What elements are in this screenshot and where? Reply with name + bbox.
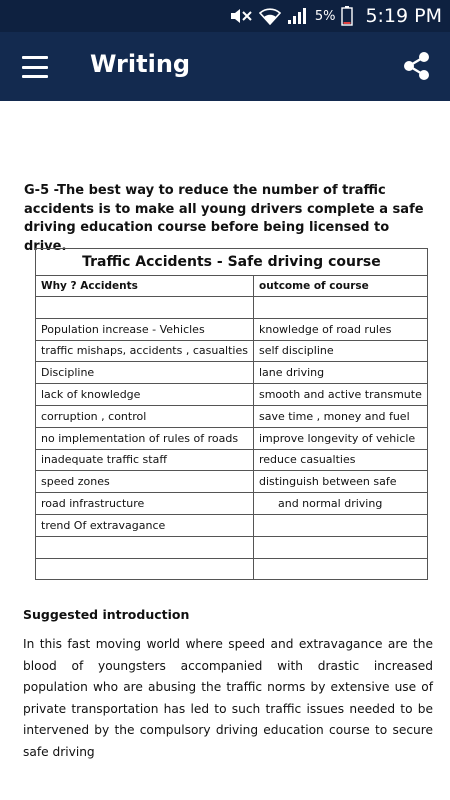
table-header-outcome: outcome of course: [253, 276, 427, 297]
table-cell: no implementation of rules of roads: [36, 427, 254, 449]
intro-heading: Suggested introduction: [23, 607, 190, 622]
battery-percent: 5%: [314, 8, 336, 24]
hamburger-menu-icon[interactable]: [16, 52, 54, 82]
intro-body: In this fast moving world where speed and extravagance are the blood of youngsters accompanied with drastic increased population who are abusing the traffic norms by extensive use of private transportation has led to such traffic issues needed to be intervened by the compulsory driving education course to secure safe driving: [23, 637, 433, 759]
table-row: [36, 493, 428, 515]
accidents-table: [35, 248, 422, 580]
table-row: [36, 318, 428, 340]
table-row: [36, 536, 428, 558]
table-cell: corruption , control: [36, 405, 254, 427]
table-cell: inadequate traffic staff: [36, 449, 254, 471]
table-cell: road infrastructure: [36, 493, 254, 515]
table-cell: lane driving: [253, 362, 427, 384]
table-row: [36, 384, 428, 406]
table-cell: speed zones: [36, 471, 254, 493]
table-row: [36, 558, 428, 580]
table-cell: knowledge of road rules: [253, 318, 427, 340]
table-cell: Discipline: [36, 362, 254, 384]
table-row: [36, 362, 428, 384]
table-cell: improve longevity of vehicle: [253, 427, 427, 449]
table-cell: save time , money and fuel: [253, 405, 427, 427]
table-row: [36, 340, 428, 362]
app-bar: [0, 32, 450, 101]
content-area[interactable]: [0, 101, 450, 800]
table-cell: Population increase - Vehicles: [36, 318, 254, 340]
table-cell: lack of knowledge: [36, 384, 254, 406]
table-cell: smooth and active transmute: [253, 384, 427, 406]
page-title: Writing: [90, 50, 191, 78]
table-cell: reduce casualties: [253, 449, 427, 471]
table-header-why: Why ? Accidents: [36, 276, 254, 297]
table-title: Traffic Accidents - Safe driving course: [36, 249, 428, 276]
battery-icon: [341, 6, 353, 26]
table-row: [36, 405, 428, 427]
wifi-icon: [259, 7, 281, 25]
table-cell: distinguish between safe: [253, 471, 427, 493]
signal-icon: [287, 7, 309, 25]
table-cell: [253, 558, 427, 580]
status-time: 5:19 PM: [365, 5, 442, 27]
share-icon[interactable]: [400, 50, 432, 82]
table-row: [36, 471, 428, 493]
table-row: [36, 514, 428, 536]
question-text: G-5 -The best way to reduce the number of traffic accidents is to make all young drivers complete a safe driving education course before being licensed to drive.: [24, 183, 424, 254]
table-cell: [253, 514, 427, 536]
table-row: [36, 449, 428, 471]
table-cell: self discipline: [253, 340, 427, 362]
status-icons: [229, 0, 442, 32]
table-cell: [253, 536, 427, 558]
table-cell: traffic mishaps, accidents , casualties: [36, 340, 254, 362]
table-cell: [36, 297, 254, 319]
table-cell: and normal driving: [253, 493, 427, 515]
table-row: [36, 297, 428, 319]
table-cell: [36, 536, 254, 558]
table-cell: [36, 558, 254, 580]
table-cell: [253, 297, 427, 319]
table-cell: trend Of extravagance: [36, 514, 254, 536]
mute-icon: [229, 7, 253, 25]
status-bar: [0, 0, 450, 32]
table-row: [36, 427, 428, 449]
